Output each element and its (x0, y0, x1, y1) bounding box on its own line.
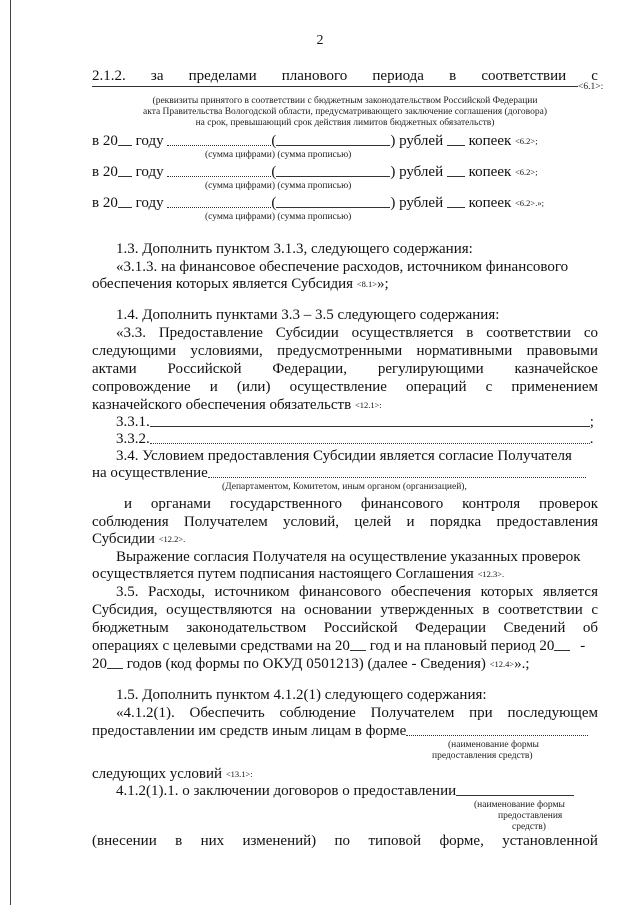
requisites-note: акта Правительства Вологодской области, предусматривающего заключение соглашения (договора) (142, 107, 547, 117)
section-1-4-text: Субсидии <12.2>. (92, 531, 186, 547)
section-1-4-text: Выражение согласия Получателя на осуществление указанных проверок (116, 549, 581, 565)
section-1-4-text: «3.3. Предоставление Субсидии осуществляется в соответствии со (116, 325, 598, 341)
item-3-4: на осуществление (92, 465, 598, 482)
item-4-1-2-1-1: 4.1.2(1).1. о заключении договоров о предоставлении (92, 783, 598, 800)
section-1-4-text: сопровождение и (или) осуществление операций с применением (92, 379, 598, 395)
amount-row: в 20 году ( ) рублей копеек <6.2>; (92, 133, 538, 149)
sum-caption: (сумма цифрами) (сумма прописью) (205, 181, 352, 191)
section-1-4-text: следующими условиями, предусмотренными нормативными правовыми (92, 343, 598, 359)
word: 2.1.2. (92, 68, 126, 84)
form-caption: предоставления (498, 811, 563, 821)
sum-caption: (сумма цифрами) (сумма прописью) (205, 212, 352, 222)
item-3-5: Субсидия, осуществляются на основании утвержденных в соответствии с (92, 602, 598, 618)
item-3-5: 20 годов (код формы по ОКУД 0501213) (далее - Сведения) <12.4>».; (92, 656, 530, 672)
section-1-5-text: следующих условий <13.1>: (92, 766, 253, 782)
word: планового (281, 68, 348, 84)
section-1-3-text: «3.1.3. на финансовое обеспечение расходов, источником финансового (116, 259, 569, 275)
item-3-5: 3.5. Расходы, источником финансового обеспечения которых является (116, 584, 598, 600)
section-1-5-text: (внесении в них изменений) по типовой форме, установленной (92, 833, 598, 849)
clause-2-1-2-line (92, 68, 598, 85)
form-caption: (наименование формы (474, 800, 565, 810)
word: в (449, 68, 457, 84)
section-1-3-title: 1.3. Дополнить пунктом 3.1.3, следующего содержания: (116, 241, 473, 257)
requisites-note: на срок, превышающий срок действия лимитов бюджетных обязательств) (195, 118, 495, 128)
word: за (150, 68, 164, 84)
form-caption: предоставления средств) (432, 751, 533, 761)
page-edge (10, 0, 11, 905)
section-1-4-text: и органами государственного финансового контроля проверок (124, 496, 598, 512)
page-number: 2 (316, 33, 324, 48)
word: с (591, 68, 598, 84)
word: периода (372, 68, 424, 84)
body-caption: (Департаментом, Комитетом, иным органом (организацией), (222, 482, 467, 492)
amount-row: в 20 году ( ) рублей копеек <6.2>.»; (92, 195, 544, 211)
requisites-note: (реквизиты принятого в соответствии с бюджетным законодательством Российской Федерации (152, 96, 538, 106)
item-3-3-2: 3.3.2. . (116, 431, 594, 447)
section-1-5-text: предоставлении им средств иным лицам в форме (92, 723, 598, 740)
section-1-5-text: «4.1.2(1). Обеспечить соблюдение Получателем при последующем (116, 705, 598, 721)
sum-caption: (сумма цифрами) (сумма прописью) (205, 150, 352, 160)
form-caption: (наименование формы (448, 740, 539, 750)
item-3-3-1: 3.3.1. ; (116, 414, 594, 430)
item-3-5: бюджетным законодательством Российской Федерации Сведений об (92, 620, 598, 636)
requisites-blank-line (92, 86, 578, 87)
section-1-4-text: казначейского обеспечения обязательств <12.1>: (92, 397, 382, 413)
amount-row: в 20 году ( ) рублей копеек <6.2>; (92, 164, 538, 180)
section-1-4-text: осуществляется путем подписания настоящего Соглашения <12.3>. (92, 566, 505, 582)
word: соответствии (481, 68, 567, 84)
section-1-3-text: обеспечения которых является Субсидия <8.1>»; (92, 276, 389, 292)
section-1-5-title: 1.5. Дополнить пунктом 4.1.2(1) следующего содержания: (116, 687, 487, 703)
word: пределами (188, 68, 257, 84)
footnote-ref: <6.1>: (578, 82, 604, 92)
section-1-4-text: соблюдения Получателем условий, целей и порядка предоставления (92, 514, 598, 530)
form-caption: средств) (512, 822, 546, 832)
section-1-4-title: 1.4. Дополнить пунктами 3.3 – 3.5 следующего содержания: (116, 307, 500, 323)
item-3-5: операциях с целевыми средствами на 20 год и на плановый период 20 - (92, 638, 586, 654)
item-3-4: 3.4. Условием предоставления Субсидии является согласие Получателя (116, 448, 572, 464)
section-1-4-text: актами Российской Федерации, регулирующими казначейское (92, 361, 598, 377)
